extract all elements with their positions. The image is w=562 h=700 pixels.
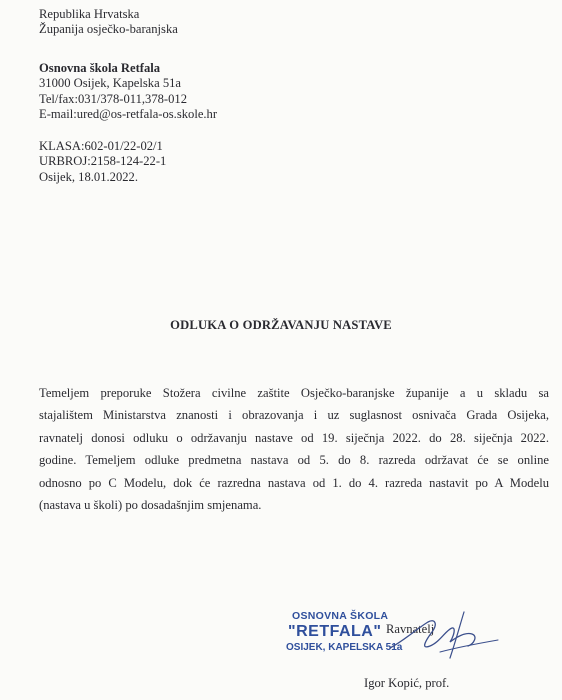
stamp-line-3: OSIJEK, KAPELSKA 51a [286, 642, 403, 653]
body-line: (nastava u školi) po dosadašnjim smjenama. [39, 498, 262, 513]
institution-header [39, 7, 178, 38]
decision-body [39, 382, 549, 516]
county-line: Županija osječko-baranjska [39, 22, 178, 37]
school-name: Osnovna škola Retfala [39, 61, 161, 75]
body-line: godine. Temeljem odluke predmetna nastava od 5. do 8. razreda održavat će se online [39, 453, 549, 468]
stamp-line-2: "RETFALA" [288, 623, 382, 640]
document-title: ODLUKA O ODRŽAVANJU NASTAVE [170, 318, 392, 332]
body-line: stajalištem Ministarstva znanosti i obrazovanja i uz suglasnost osnivača Grada Osijeka, [39, 408, 549, 423]
country-line: Republika Hrvatska [39, 7, 140, 21]
body-line: odnosno po C Modelu, dok će razredna nastava od 1. do 4. razreda nastavit po A Modelu [39, 475, 549, 490]
klasa-line: KLASA:602-01/22-02/1 [39, 139, 163, 153]
place-date-line: Osijek, 18.01.2022. [39, 169, 138, 184]
school-email: E-mail:ured@os-retfala-os.skole.hr [39, 107, 218, 122]
signatory-name: Igor Kopić, prof. [364, 676, 450, 690]
school-address: 31000 Osijek, Kapelska 51a [39, 76, 181, 91]
body-line: Temeljem preporuke Stožera civilne zaštite Osječko-baranjske županije a u skladu sa [39, 386, 549, 400]
urbroj-line: URBROJ:2158-124-22-1 [39, 154, 167, 169]
stamp-line-1: OSNOVNA ŠKOLA [292, 610, 389, 622]
school-phone: Tel/fax:031/378-011,378-012 [39, 91, 188, 106]
handwritten-signature [380, 600, 510, 670]
reference-block [39, 139, 166, 185]
body-line: ravnatelj donosi odluku o održavanju nastave od 19. siječnja 2022. do 28. siječnja 2022. [39, 430, 549, 445]
school-info [39, 61, 217, 123]
signatory-role: Ravnatelj [386, 622, 435, 636]
